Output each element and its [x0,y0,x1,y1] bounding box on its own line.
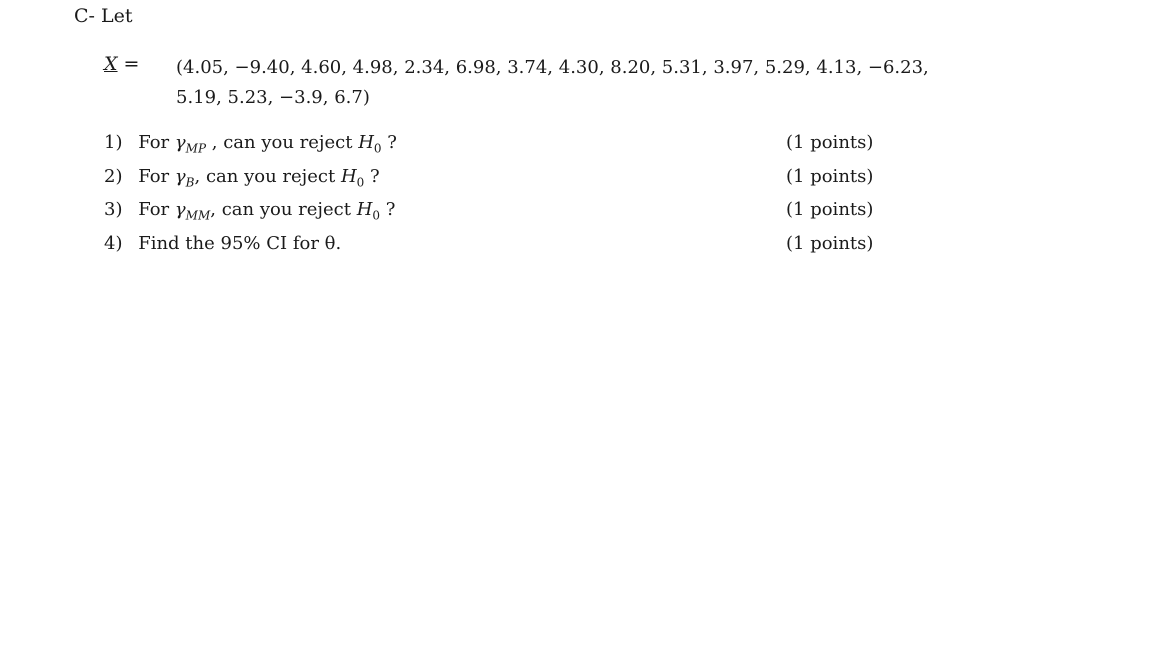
question-1 [104,132,397,156]
question-number: 1) [104,132,123,153]
vector-line-1: (4.05, −9.40, 4.60, 4.98, 2.34, 6.98, 3.74, 4.30, 8.20, 5.31, 3.97, 5.29, 4.13, −6.23, [176,57,929,78]
question-2 [104,166,380,190]
question-4 [104,233,341,254]
gamma-subscript: MP [185,141,207,156]
x-label [104,53,139,75]
question-number: 3) [104,199,123,220]
question-text-pre: For [138,166,170,187]
question-mark: ? [370,166,380,187]
points-3: (1 points) [786,199,874,220]
question-3 [104,199,395,223]
gamma-symbol: $\gamma_{MP}$ [174,132,207,156]
h0-symbol: $H_0$ [340,166,365,190]
question-text-post: , can you reject [194,166,336,187]
gamma-subscript: B [185,175,195,190]
problem-heading: C- Let [74,5,133,27]
question-number: 4) [104,233,123,254]
data-vector [176,53,929,113]
h0-symbol: $H_0$ [356,199,381,223]
points-1: (1 points) [786,132,874,153]
h0-symbol: $H_0$ [358,132,382,156]
question-mark: ? [387,132,397,153]
gamma-symbol: $\gamma_{MM}$ [174,199,211,223]
question-text: Find the 95% CI for θ. [138,233,342,254]
question-number: 2) [104,166,123,187]
points-4: (1 points) [786,233,874,254]
question-text-pre: For [138,199,170,220]
equals-sign: = [123,53,140,75]
question-text-post: , can you reject [210,199,351,220]
question-text-pre: For [138,132,170,153]
question-text-post: , can you reject [206,132,353,153]
question-mark: ? [385,199,396,220]
vector-line-2: 5.19, 5.23, −3.9, 6.7) [176,87,370,108]
gamma-symbol: $\gamma_B$ [174,166,195,190]
points-2: (1 points) [786,166,874,187]
gamma-subscript: MM [185,208,211,223]
x-symbol: X [104,53,118,75]
